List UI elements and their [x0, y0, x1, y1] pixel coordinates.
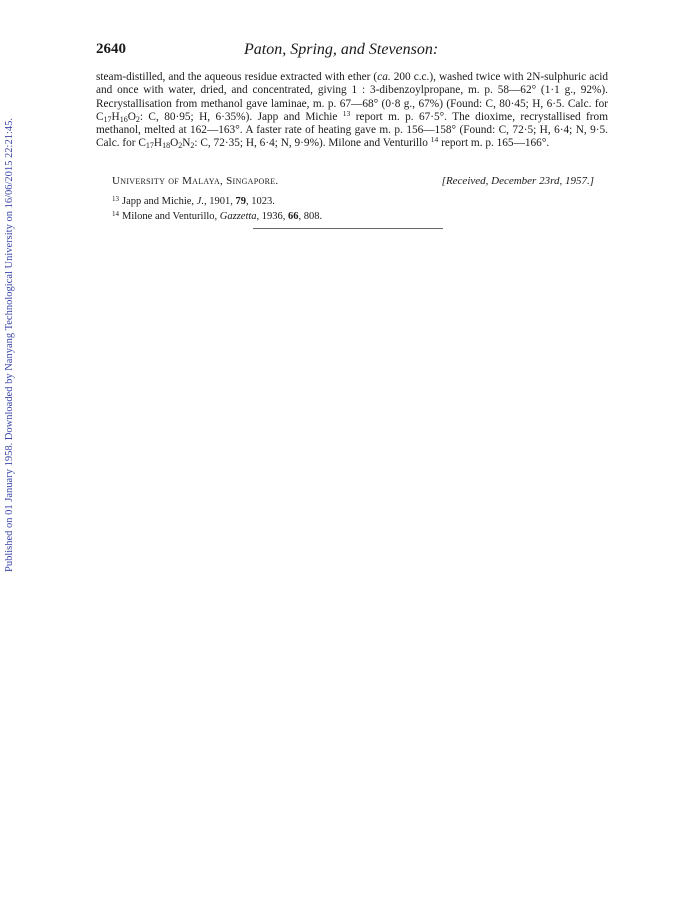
reference-volume: 66	[288, 211, 299, 222]
end-rule	[253, 228, 443, 229]
subscript: 16	[119, 114, 128, 124]
subscript: 17	[145, 141, 154, 151]
affiliation-row	[112, 175, 594, 189]
text-segment: report m. p. 165—166°.	[438, 137, 550, 150]
text-segment: steam-distilled, and the aqueous residue extracted with ether (	[96, 71, 378, 83]
reference-item	[112, 208, 322, 223]
text-segment: O	[170, 137, 179, 150]
received-date: [Received, December 23rd, 1957.]	[441, 175, 594, 187]
text-italic: ca.	[377, 71, 391, 83]
reference-item	[112, 193, 322, 208]
subscript: 18	[162, 141, 171, 151]
reference-year: , 1901,	[203, 196, 236, 207]
reference-pages: , 1023.	[245, 196, 275, 207]
citation-superscript: 14	[430, 135, 439, 145]
experimental-paragraph	[96, 71, 608, 151]
affiliation: University of Malaya, Singapore.	[112, 175, 279, 187]
text-segment: -sulphuric acid and once with water, dried, and concentrated, giving 1 : 3-dibenzoylpropane, m. p. 58—62° (1·1 g., 92%). Recrystallisation from methanol gave laminae, m. p. 67—68° (0·8 g., 67%) (Found: C, 80·45; H, 6·5. Calc. for C	[96, 71, 609, 123]
running-title: Paton, Spring, and Stevenson:	[244, 41, 439, 58]
reference-number: 13	[112, 195, 119, 203]
reference-journal: J.	[196, 196, 204, 207]
page-number: 2640	[96, 41, 126, 57]
reference-journal: Gazzetta	[219, 211, 257, 222]
reference-year: , 1936,	[256, 211, 289, 222]
reference-volume: 79	[235, 196, 246, 207]
normality-symbol: N	[532, 71, 541, 83]
page-header	[96, 41, 608, 61]
citation-superscript: 13	[342, 108, 351, 118]
subscript: 17	[103, 114, 112, 124]
subscript: 2	[135, 114, 140, 124]
text-segment: : C, 72·35; H, 6·4; N, 9·9%). Milone and Venturillo	[194, 137, 431, 150]
text-segment: H	[111, 110, 120, 123]
text-segment: N	[182, 137, 191, 150]
reference-pages: , 808.	[298, 211, 323, 222]
text-segment: O	[127, 110, 136, 123]
reference-list	[112, 193, 322, 223]
text-segment: 200 c.c.), washed twice with 2	[390, 71, 533, 83]
subscript: 2	[178, 141, 183, 151]
reference-authors: Japp and Michie,	[122, 196, 197, 207]
subscript: 2	[190, 141, 195, 151]
text-segment: H	[153, 137, 163, 150]
reference-authors: Milone and Venturillo,	[122, 211, 220, 222]
text-segment: report m. p. 67·5°. The dioxime, recrystallised from methanol, melted at 162—163°. A faster rate of heating gave m. p. 156—158° (Found: C, 72·5; H, 6·4; N, 9·5. Calc. for C	[96, 110, 608, 150]
download-watermark: Published on 01 January 1958. Downloaded by Nanyang Technological University on 16/06/2015 22:21:45.	[4, 118, 15, 573]
reference-number: 14	[112, 210, 119, 218]
text-segment: : C, 80·95; H, 6·35%). Japp and Michie	[139, 110, 343, 123]
